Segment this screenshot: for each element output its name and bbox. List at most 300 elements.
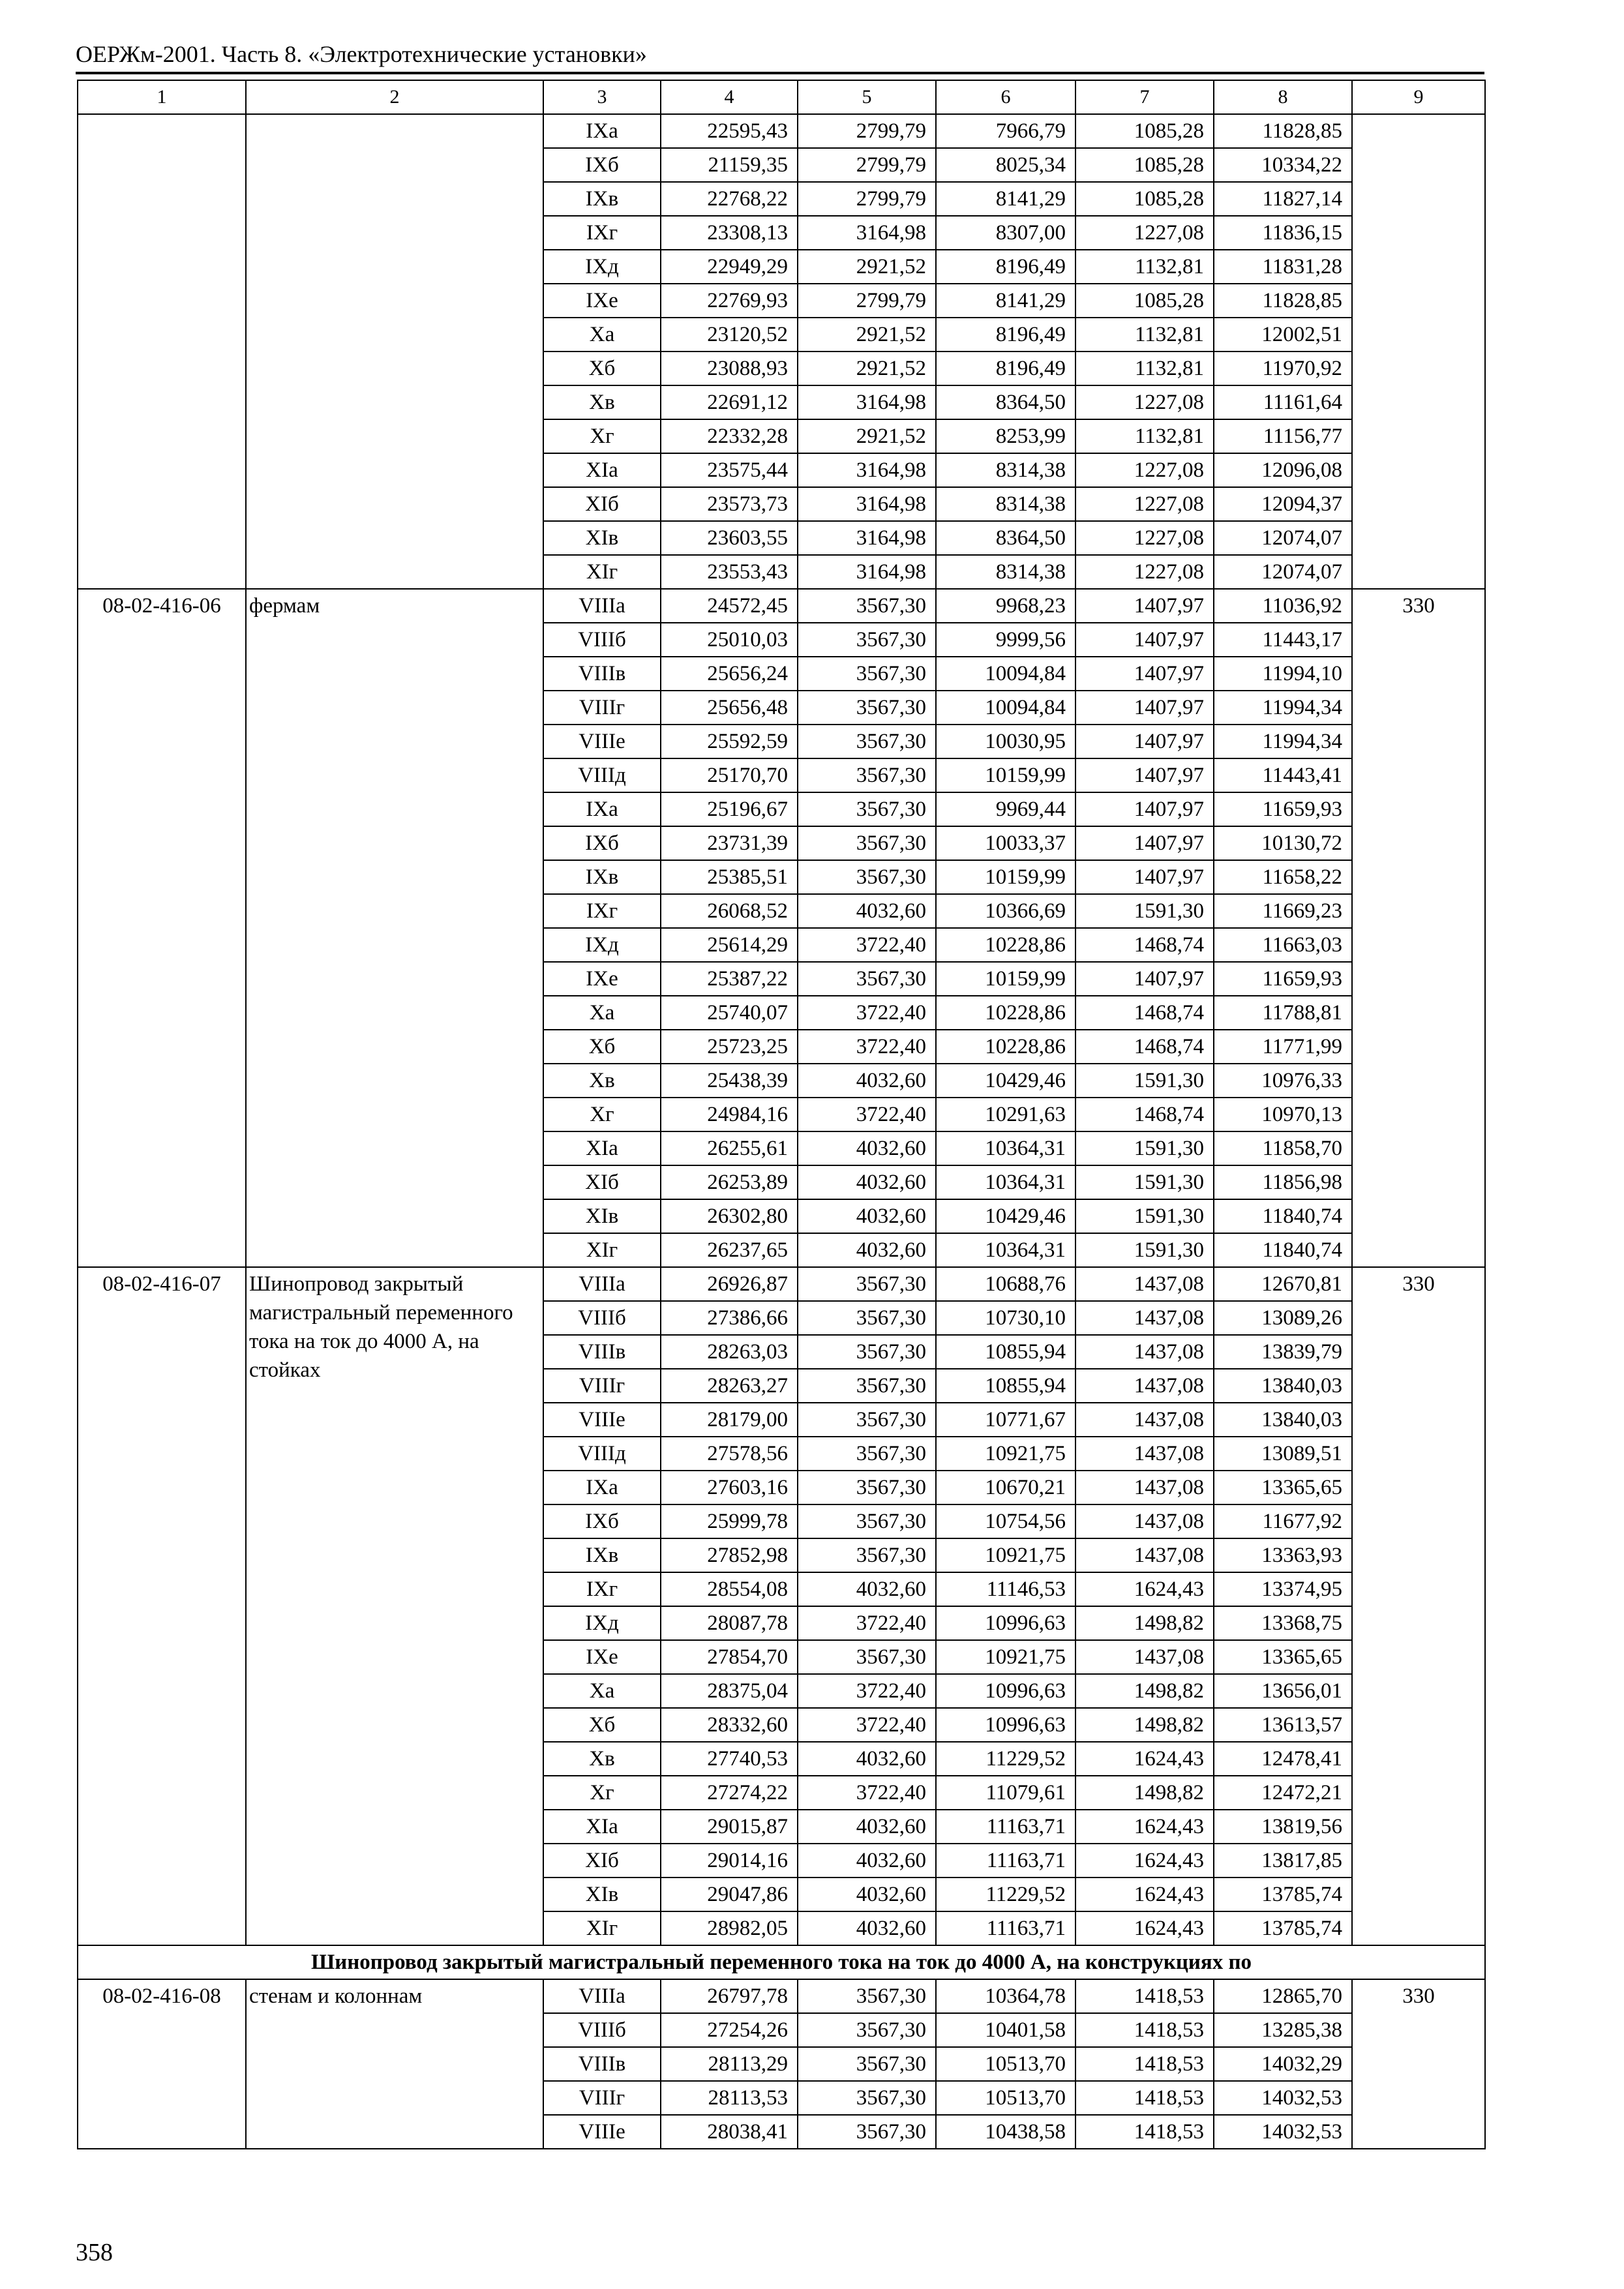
- value-col-8: 10334,22: [1214, 148, 1352, 182]
- zone-code: IXд: [543, 928, 661, 962]
- column-number: 8: [1214, 80, 1352, 114]
- zone-code: Xг: [543, 419, 661, 453]
- value-col-8: 14032,29: [1214, 2047, 1352, 2081]
- zone-code: VIIIг: [543, 691, 661, 725]
- value-col-7: 1407,97: [1075, 691, 1214, 725]
- value-col-8: 11831,28: [1214, 250, 1352, 284]
- zone-code: IXб: [543, 826, 661, 860]
- zone-code: IXе: [543, 284, 661, 318]
- value-col-7: 1498,82: [1075, 1776, 1214, 1810]
- value-col-8: 11161,64: [1214, 385, 1352, 419]
- value-col-5: 3567,30: [798, 589, 936, 623]
- value-col-8: 13817,85: [1214, 1844, 1352, 1878]
- value-col-8: 12478,41: [1214, 1742, 1352, 1776]
- zone-code: VIIIа: [543, 589, 661, 623]
- value-col-6: 10228,86: [936, 1030, 1075, 1064]
- page-number: 358: [76, 2239, 113, 2266]
- value-col-7: 1227,08: [1075, 385, 1214, 419]
- value-col-7: 1498,82: [1075, 1674, 1214, 1708]
- value-col-8: 14032,53: [1214, 2115, 1352, 2149]
- value-col-4: 28038,41: [661, 2115, 798, 2149]
- value-col-4: 25614,29: [661, 928, 798, 962]
- value-col-6: 9968,23: [936, 589, 1075, 623]
- value-col-5: 3567,30: [798, 2013, 936, 2047]
- value-col-8: 13613,57: [1214, 1708, 1352, 1742]
- value-col-4: 22949,29: [661, 250, 798, 284]
- zone-code: Xб: [543, 1030, 661, 1064]
- value-col-4: 26068,52: [661, 894, 798, 928]
- column-number: 6: [936, 80, 1075, 114]
- value-col-8: 11970,92: [1214, 352, 1352, 385]
- zone-code: VIIIв: [543, 657, 661, 691]
- value-col-7: 1407,97: [1075, 826, 1214, 860]
- zone-code: VIIIе: [543, 725, 661, 758]
- value-col-8: 11840,74: [1214, 1199, 1352, 1233]
- value-col-8: 12002,51: [1214, 318, 1352, 352]
- value-col-8: 11663,03: [1214, 928, 1352, 962]
- value-col-6: 8196,49: [936, 318, 1075, 352]
- value-col-7: 1132,81: [1075, 352, 1214, 385]
- value-col-6: 10921,75: [936, 1538, 1075, 1572]
- value-col-5: 4032,60: [798, 1165, 936, 1199]
- value-col-7: 1437,08: [1075, 1471, 1214, 1504]
- value-col-4: 23573,73: [661, 487, 798, 521]
- zone-code: IXг: [543, 216, 661, 250]
- zone-code: IXд: [543, 250, 661, 284]
- value-col-6: 10429,46: [936, 1199, 1075, 1233]
- value-col-5: 3722,40: [798, 1606, 936, 1640]
- work-description: [246, 114, 543, 589]
- value-col-6: 10401,58: [936, 2013, 1075, 2047]
- zone-code: XIв: [543, 1199, 661, 1233]
- value-col-8: 12865,70: [1214, 1979, 1352, 2013]
- value-col-7: 1085,28: [1075, 148, 1214, 182]
- value-col-7: 1227,08: [1075, 521, 1214, 555]
- work-description: Шинопровод закрытый магистральный переменного тока на ток до 4000 А, на стойках: [246, 1267, 543, 1945]
- value-col-8: 12074,07: [1214, 521, 1352, 555]
- value-col-5: 3567,30: [798, 2047, 936, 2081]
- value-col-5: 4032,60: [798, 1572, 936, 1606]
- value-col-8: 11036,92: [1214, 589, 1352, 623]
- value-col-8: 12094,37: [1214, 487, 1352, 521]
- value-col-7: 1227,08: [1075, 216, 1214, 250]
- value-col-5: 4032,60: [798, 1878, 936, 1911]
- zone-code: IXб: [543, 148, 661, 182]
- value-col-6: 10996,63: [936, 1708, 1075, 1742]
- value-col-7: 1132,81: [1075, 250, 1214, 284]
- value-col-7: 1498,82: [1075, 1708, 1214, 1742]
- value-col-6: 10291,63: [936, 1098, 1075, 1131]
- value-col-7: 1132,81: [1075, 419, 1214, 453]
- zone-code: IXа: [543, 792, 661, 826]
- value-col-8: 11994,10: [1214, 657, 1352, 691]
- value-col-5: 3164,98: [798, 385, 936, 419]
- value-col-6: 10159,99: [936, 860, 1075, 894]
- value-col-5: 3722,40: [798, 1776, 936, 1810]
- rate-code: 08-02-416-06: [78, 589, 246, 1267]
- value-col-4: 29015,87: [661, 1810, 798, 1844]
- value-col-8: 11659,93: [1214, 962, 1352, 996]
- value-col-7: 1407,97: [1075, 860, 1214, 894]
- value-col-7: 1624,43: [1075, 1572, 1214, 1606]
- value-col-6: 11146,53: [936, 1572, 1075, 1606]
- value-col-5: 3567,30: [798, 1403, 936, 1437]
- value-col-4: 25592,59: [661, 725, 798, 758]
- value-col-7: 1591,30: [1075, 1064, 1214, 1098]
- value-col-7: 1624,43: [1075, 1878, 1214, 1911]
- zone-code: Xа: [543, 996, 661, 1030]
- value-col-7: 1132,81: [1075, 318, 1214, 352]
- value-col-5: 2921,52: [798, 318, 936, 352]
- value-col-4: 21159,35: [661, 148, 798, 182]
- zone-code: Xб: [543, 352, 661, 385]
- value-col-5: 3722,40: [798, 996, 936, 1030]
- value-col-5: 3567,30: [798, 792, 936, 826]
- zone-code: VIIIа: [543, 1267, 661, 1301]
- value-col-8: 11443,17: [1214, 623, 1352, 657]
- column-number: 2: [246, 80, 543, 114]
- column-number-row: [78, 80, 1485, 114]
- value-col-4: 25656,24: [661, 657, 798, 691]
- zone-code: Xв: [543, 1064, 661, 1098]
- zone-code: XIв: [543, 1878, 661, 1911]
- value-col-7: 1418,53: [1075, 2115, 1214, 2149]
- value-col-7: 1407,97: [1075, 657, 1214, 691]
- value-col-5: 3722,40: [798, 1708, 936, 1742]
- value-col-6: 10670,21: [936, 1471, 1075, 1504]
- value-col-6: 10159,99: [936, 962, 1075, 996]
- value-col-4: 27254,26: [661, 2013, 798, 2047]
- header-divider: [76, 72, 1484, 74]
- zone-code: XIг: [543, 1911, 661, 1945]
- value-col-4: 24572,45: [661, 589, 798, 623]
- value-col-4: 22332,28: [661, 419, 798, 453]
- value-col-6: 10030,95: [936, 725, 1075, 758]
- value-col-6: 9999,56: [936, 623, 1075, 657]
- value-col-4: 22769,93: [661, 284, 798, 318]
- value-col-7: 1418,53: [1075, 1979, 1214, 2013]
- column-number: 7: [1075, 80, 1214, 114]
- zone-code: XIв: [543, 521, 661, 555]
- value-col-4: 23731,39: [661, 826, 798, 860]
- value-col-6: 10364,31: [936, 1233, 1075, 1267]
- value-col-6: 8307,00: [936, 216, 1075, 250]
- zone-code: VIIIв: [543, 1335, 661, 1369]
- value-col-6: 10366,69: [936, 894, 1075, 928]
- zone-code: VIIIг: [543, 1369, 661, 1403]
- value-col-4: 25438,39: [661, 1064, 798, 1098]
- value-col-5: 4032,60: [798, 1844, 936, 1878]
- value-col-5: 3567,30: [798, 1335, 936, 1369]
- value-col-4: 28113,53: [661, 2081, 798, 2115]
- value-col-8: 13840,03: [1214, 1403, 1352, 1437]
- rate-code: 08-02-416-07: [78, 1267, 246, 1945]
- value-col-8: 11156,77: [1214, 419, 1352, 453]
- zone-code: Xг: [543, 1098, 661, 1131]
- value-col-8: 13365,65: [1214, 1471, 1352, 1504]
- table-row: [78, 114, 1485, 148]
- value-col-5: 3567,30: [798, 962, 936, 996]
- zone-code: VIIIг: [543, 2081, 661, 2115]
- zone-code: VIIIб: [543, 2013, 661, 2047]
- value-col-7: 1407,97: [1075, 725, 1214, 758]
- value-col-5: 3567,30: [798, 623, 936, 657]
- zone-code: IXд: [543, 1606, 661, 1640]
- value-col-6: 10513,70: [936, 2081, 1075, 2115]
- value-col-8: 11659,93: [1214, 792, 1352, 826]
- value-col-4: 25723,25: [661, 1030, 798, 1064]
- value-col-6: 11229,52: [936, 1742, 1075, 1776]
- value-col-6: 9969,44: [936, 792, 1075, 826]
- zone-code: Xа: [543, 1674, 661, 1708]
- value-col-7: 1227,08: [1075, 555, 1214, 589]
- value-col-8: 14032,53: [1214, 2081, 1352, 2115]
- value-col-7: 1407,97: [1075, 589, 1214, 623]
- value-col-6: 10364,78: [936, 1979, 1075, 2013]
- value-col-7: 1437,08: [1075, 1403, 1214, 1437]
- zone-code: IXе: [543, 962, 661, 996]
- value-col-6: 8364,50: [936, 521, 1075, 555]
- value-col-6: 11229,52: [936, 1878, 1075, 1911]
- table-row: [78, 1979, 1485, 2013]
- value-col-8: 13819,56: [1214, 1810, 1352, 1844]
- value-col-4: 28179,00: [661, 1403, 798, 1437]
- value-col-7: 1437,08: [1075, 1504, 1214, 1538]
- zone-code: IXа: [543, 1471, 661, 1504]
- column-number: 5: [798, 80, 936, 114]
- value-col-7: 1624,43: [1075, 1810, 1214, 1844]
- section-heading-row: [78, 1945, 1485, 1979]
- value-col-5: 4032,60: [798, 1131, 936, 1165]
- value-col-4: 26237,65: [661, 1233, 798, 1267]
- value-col-8: 13656,01: [1214, 1674, 1352, 1708]
- value-col-8: 11788,81: [1214, 996, 1352, 1030]
- value-col-5: 3164,98: [798, 216, 936, 250]
- value-col-8: 12472,21: [1214, 1776, 1352, 1810]
- value-col-4: 26253,89: [661, 1165, 798, 1199]
- value-col-4: 23120,52: [661, 318, 798, 352]
- zone-code: VIIIб: [543, 1301, 661, 1335]
- value-col-6: 10429,46: [936, 1064, 1075, 1098]
- value-col-4: 22691,12: [661, 385, 798, 419]
- value-col-6: 8141,29: [936, 284, 1075, 318]
- rate-code: [78, 114, 246, 589]
- value-col-8: 13839,79: [1214, 1335, 1352, 1369]
- value-col-8: 11836,15: [1214, 216, 1352, 250]
- value-col-7: 1437,08: [1075, 1267, 1214, 1301]
- col9-value: 330: [1352, 589, 1485, 1267]
- value-col-4: 27386,66: [661, 1301, 798, 1335]
- value-col-8: 11994,34: [1214, 691, 1352, 725]
- column-number: 9: [1352, 80, 1485, 114]
- value-col-6: 8314,38: [936, 453, 1075, 487]
- value-col-6: 8196,49: [936, 352, 1075, 385]
- zone-code: XIб: [543, 1165, 661, 1199]
- value-col-5: 3164,98: [798, 487, 936, 521]
- value-col-6: 8025,34: [936, 148, 1075, 182]
- value-col-4: 28263,03: [661, 1335, 798, 1369]
- value-col-5: 2799,79: [798, 284, 936, 318]
- value-col-7: 1591,30: [1075, 1131, 1214, 1165]
- zone-code: VIIIа: [543, 1979, 661, 2013]
- value-col-7: 1407,97: [1075, 758, 1214, 792]
- value-col-6: 10364,31: [936, 1131, 1075, 1165]
- value-col-8: 12074,07: [1214, 555, 1352, 589]
- value-col-8: 11443,41: [1214, 758, 1352, 792]
- zone-code: XIа: [543, 1131, 661, 1165]
- value-col-4: 26255,61: [661, 1131, 798, 1165]
- value-col-6: 10996,63: [936, 1674, 1075, 1708]
- zone-code: IXв: [543, 1538, 661, 1572]
- value-col-5: 3722,40: [798, 1098, 936, 1131]
- value-col-5: 3567,30: [798, 1437, 936, 1471]
- value-col-7: 1227,08: [1075, 453, 1214, 487]
- value-col-8: 13840,03: [1214, 1369, 1352, 1403]
- value-col-8: 13374,95: [1214, 1572, 1352, 1606]
- value-col-7: 1407,97: [1075, 623, 1214, 657]
- value-col-4: 28982,05: [661, 1911, 798, 1945]
- value-col-6: 10771,67: [936, 1403, 1075, 1437]
- value-col-6: 8314,38: [936, 487, 1075, 521]
- value-col-8: 13089,51: [1214, 1437, 1352, 1471]
- rate-code: 08-02-416-08: [78, 1979, 246, 2149]
- zone-code: VIIIд: [543, 758, 661, 792]
- value-col-6: 7966,79: [936, 114, 1075, 148]
- zone-code: Xв: [543, 1742, 661, 1776]
- value-col-5: 3567,30: [798, 1979, 936, 2013]
- zone-code: IXг: [543, 1572, 661, 1606]
- value-col-8: 10130,72: [1214, 826, 1352, 860]
- value-col-8: 12096,08: [1214, 453, 1352, 487]
- value-col-8: 11828,85: [1214, 114, 1352, 148]
- value-col-5: 3567,30: [798, 2081, 936, 2115]
- col9-value: 330: [1352, 1267, 1485, 1945]
- value-col-4: 22768,22: [661, 182, 798, 216]
- value-col-5: 4032,60: [798, 1064, 936, 1098]
- value-col-4: 27603,16: [661, 1471, 798, 1504]
- zone-code: IXб: [543, 1504, 661, 1538]
- zone-code: VIIIв: [543, 2047, 661, 2081]
- value-col-8: 11994,34: [1214, 725, 1352, 758]
- value-col-4: 28263,27: [661, 1369, 798, 1403]
- value-col-4: 27852,98: [661, 1538, 798, 1572]
- work-description: стенам и колоннам: [246, 1979, 543, 2149]
- value-col-7: 1085,28: [1075, 114, 1214, 148]
- value-col-7: 1418,53: [1075, 2081, 1214, 2115]
- value-col-4: 29014,16: [661, 1844, 798, 1878]
- zone-code: XIа: [543, 453, 661, 487]
- zone-code: IXг: [543, 894, 661, 928]
- zone-code: Xа: [543, 318, 661, 352]
- value-col-8: 13285,38: [1214, 2013, 1352, 2047]
- value-col-4: 27740,53: [661, 1742, 798, 1776]
- value-col-8: 10970,13: [1214, 1098, 1352, 1131]
- value-col-6: 10754,56: [936, 1504, 1075, 1538]
- value-col-5: 3567,30: [798, 725, 936, 758]
- value-col-4: 25999,78: [661, 1504, 798, 1538]
- value-col-5: 3567,30: [798, 1369, 936, 1403]
- value-col-6: 11079,61: [936, 1776, 1075, 1810]
- zone-code: Xв: [543, 385, 661, 419]
- value-col-8: 13365,65: [1214, 1640, 1352, 1674]
- zone-code: VIIIд: [543, 1437, 661, 1471]
- table-row: [78, 589, 1485, 623]
- value-col-6: 11163,71: [936, 1911, 1075, 1945]
- value-col-5: 3722,40: [798, 1030, 936, 1064]
- value-col-7: 1437,08: [1075, 1437, 1214, 1471]
- value-col-5: 3567,30: [798, 2115, 936, 2149]
- zone-code: IXв: [543, 182, 661, 216]
- zone-code: XIг: [543, 1233, 661, 1267]
- value-col-4: 25656,48: [661, 691, 798, 725]
- value-col-7: 1624,43: [1075, 1911, 1214, 1945]
- value-col-6: 10033,37: [936, 826, 1075, 860]
- value-col-4: 26926,87: [661, 1267, 798, 1301]
- value-col-7: 1407,97: [1075, 792, 1214, 826]
- value-col-5: 4032,60: [798, 1742, 936, 1776]
- zone-code: XIг: [543, 555, 661, 589]
- value-col-6: 10688,76: [936, 1267, 1075, 1301]
- value-col-7: 1624,43: [1075, 1742, 1214, 1776]
- value-col-8: 12670,81: [1214, 1267, 1352, 1301]
- value-col-5: 4032,60: [798, 1199, 936, 1233]
- value-col-8: 13363,93: [1214, 1538, 1352, 1572]
- value-col-5: 4032,60: [798, 894, 936, 928]
- value-col-7: 1437,08: [1075, 1369, 1214, 1403]
- value-col-5: 3567,30: [798, 758, 936, 792]
- table-row: [78, 1267, 1485, 1301]
- value-col-4: 25385,51: [661, 860, 798, 894]
- value-col-6: 10996,63: [936, 1606, 1075, 1640]
- zone-code: IXе: [543, 1640, 661, 1674]
- zone-code: VIIIе: [543, 2115, 661, 2149]
- value-col-7: 1624,43: [1075, 1844, 1214, 1878]
- value-col-6: 10364,31: [936, 1165, 1075, 1199]
- value-col-6: 8364,50: [936, 385, 1075, 419]
- value-col-7: 1085,28: [1075, 284, 1214, 318]
- value-col-8: 13785,74: [1214, 1911, 1352, 1945]
- zone-code: XIа: [543, 1810, 661, 1844]
- value-col-8: 10976,33: [1214, 1064, 1352, 1098]
- value-col-5: 2921,52: [798, 352, 936, 385]
- value-col-5: 3567,30: [798, 1538, 936, 1572]
- value-col-6: 10228,86: [936, 928, 1075, 962]
- value-col-7: 1437,08: [1075, 1335, 1214, 1369]
- column-number: 4: [661, 80, 798, 114]
- value-col-6: 10094,84: [936, 657, 1075, 691]
- value-col-6: 11163,71: [936, 1844, 1075, 1878]
- value-col-4: 26302,80: [661, 1199, 798, 1233]
- value-col-4: 26797,78: [661, 1979, 798, 2013]
- value-col-5: 2799,79: [798, 182, 936, 216]
- value-col-8: 11669,23: [1214, 894, 1352, 928]
- value-col-5: 3164,98: [798, 555, 936, 589]
- work-description: фермам: [246, 589, 543, 1267]
- value-col-5: 2799,79: [798, 148, 936, 182]
- value-col-8: 11677,92: [1214, 1504, 1352, 1538]
- zone-code: XIб: [543, 487, 661, 521]
- section-heading: Шинопровод закрытый магистральный переменного тока на ток до 4000 А, на конструкциях по: [78, 1945, 1485, 1979]
- value-col-7: 1437,08: [1075, 1640, 1214, 1674]
- value-col-4: 28332,60: [661, 1708, 798, 1742]
- value-col-7: 1437,08: [1075, 1301, 1214, 1335]
- value-col-4: 25740,07: [661, 996, 798, 1030]
- value-col-4: 28113,29: [661, 2047, 798, 2081]
- value-col-7: 1591,30: [1075, 1199, 1214, 1233]
- col9-value: [1352, 114, 1485, 589]
- value-col-5: 4032,60: [798, 1810, 936, 1844]
- value-col-5: 3567,30: [798, 1471, 936, 1504]
